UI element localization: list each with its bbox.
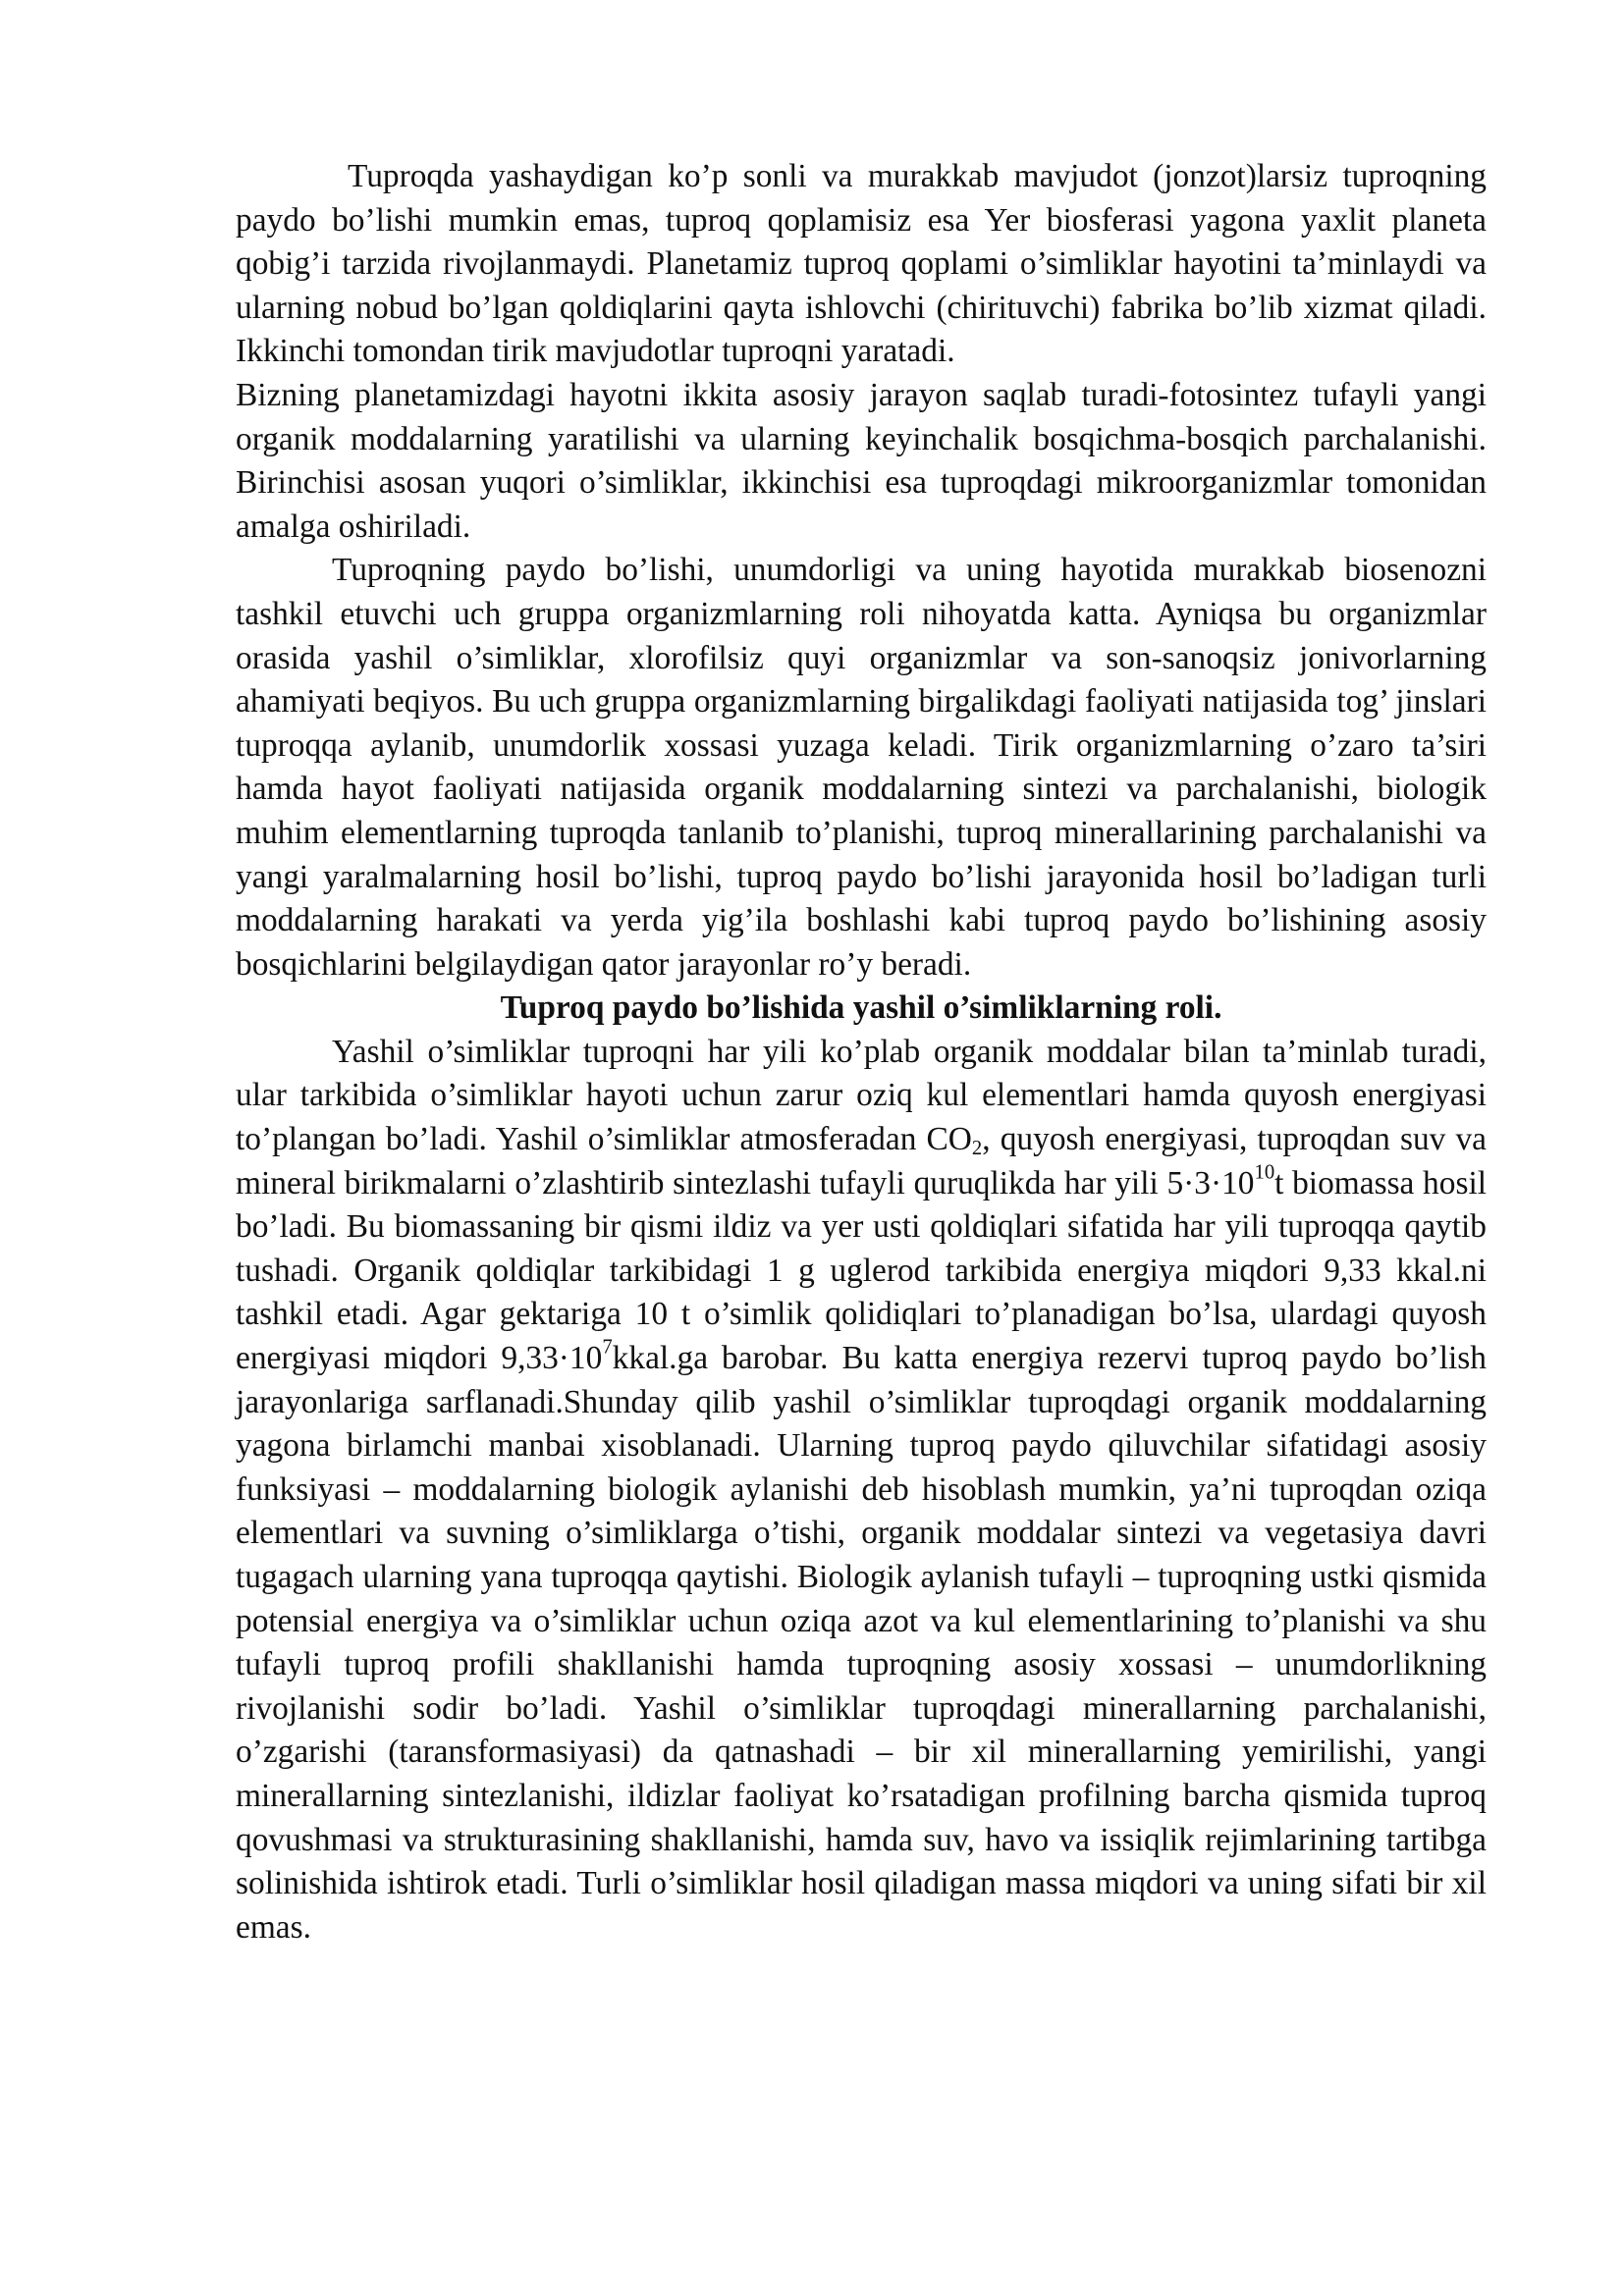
paragraph-intro: Tuproqda yashaydigan ko’p sonli va murakkab mavjudot (jonzot)larsiz tuproqning paydo bo’lishi mumkin emas, tuproq qoplamisiz esa Yer biosferasi yagona yaxlit planeta qobig’i tarzida rivojlanmaydi. Planetamiz tuproq qoplami o’simliklar hayotini ta’minlaydi va ularning nobud bo’lgan qoldiqlarini qayta ishlovchi (chirituvchi) fabrika bo’lib xizmat qiladi. Ikkinchi tomondan tirik mavjudotlar tuproqni yaratadi. xyxy=(236,158,1487,370)
paragraph-green-plants xyxy=(236,1031,1487,1949)
text-run: t biomassa hosil bo’ladi. Bu biomassaning bir qismi ildiz va yer usti qoldiqlari sifatida har yili tuproqqa qaytib tushadi. Organik qoldiqlar tarkibidagi 1 g uglerod tarkibida energiya miqdori 9,33 kkal.ni tashkil etadi. Agar gektariga 10 t o’simlik qolidiqlari to’planadigan bo’lsa, ulardagi quyosh energiyasi miqdori 9,33·10 xyxy=(236,1164,1487,1377)
section-heading: Tuproq paydo bo’lishida yashil o’simliklarning roli. xyxy=(500,989,1222,1027)
text-run: , quyosh energiyasi, tuproqdan suv va mineral birikmalarni o’zlashtirib sintezlashi tufayli quruqlikda har yili 5·3·10 xyxy=(236,1121,1487,1201)
superscript: 7 xyxy=(602,1336,613,1359)
document-page xyxy=(236,155,1487,1949)
paragraph-organism-groups: Tuproqning paydo bo’lishi, unumdorligi va uning hayotida murakkab biosenozni tashkil etuvchi uch gruppa organizmlarning roli nihoyatda katta. Ayniqsa bu organizmlar orasida yashil o’simliklar, xlorofilsiz quyi organizmlar va son-sanoqsiz jonivorlarning ahamiyati beqiyos. Bu uch gruppa organizmlarning birgalikdagi faoliyati natijasida tog’ jinslari tuproqqa aylanib, unumdorlik xossasi yuzaga keladi. Tirik organizmlarning o’zaro ta’siri hamda hayot faoliyati natijasida organik moddalarning sintezi va parchalanishi, biologik muhim elementlarning tuproqda tanlanib to’planishi, tuproq minerallarining parchalanishi va yangi yaralmalarning hosil bo’lishi, tuproq paydo bo’lishi jarayonida hosil bo’ladigan turli moddalarning harakati va yerda yig’ila boshlashi kabi tuproq paydo bo’lishining asosiy bosqichlarini belgilaydigan qator jarayonlar ro’y beradi. xyxy=(236,552,1487,983)
subscript: 2 xyxy=(971,1138,983,1160)
superscript: 10 xyxy=(1254,1161,1275,1184)
paragraph-life-processes: Bizning planetamizdagi hayotni ikkita asosiy jarayon saqlab turadi-fotosintez tufayli yangi organik moddalarning yaratilishi va ularning keyinchalik bosqichma-bosqich parchalanishi. Birinchisi asosan yuqori o’simliklar, ikkinchisi esa tuproqdagi mikroorganizmlar tomonidan amalga oshiriladi. xyxy=(236,376,1487,545)
text-run: kkal.ga barobar. Bu katta energiya rezervi tuproq paydo bo’lish jarayonlariga sarflanadi.Shunday qilib yashil o’simliklar tuproqdagi organik moddalarning yagona birlamchi manbai xisoblanadi. Ularning tuproq paydo qiluvchilar sifatidagi asosiy funksiyasi – moddalarning biologik aylanishi deb hisoblash mumkin, ya’ni tuproqdan oziqa elementlari va suvning o’simliklarga o’tishi, organik moddalar sintezi va vegetasiya davri tugagach ularning yana tuproqqa qaytishi. Biologik aylanish tufayli – tuproqning ustki qismida potensial energiya va o’simliklar uchun oziqa azot va kul elementlarining to’planishi va shu tufayli tuproq profili shakllanishi hamda tuproqning asosiy xossasi – unumdorlikning rivojlanishi sodir bo’ladi. Yashil o’simliklar tuproqdagi minerallarning parchalanishi, o’zgarishi (taransformasiyasi) da qatnashadi – bir xil minerallarning yemirilishi, yangi minerallarning sintezlanishi, ildizlar faoliyat ko’rsatadigan profilning barcha qismida tuproq qovushmasi va strukturasining shakllanishi, hamda suv, havo va issiqlik rejimlarining tartibga solinishida ishtirok etadi. Turli o’simliklar hosil qiladigan massa miqdori va uning sifati bir xil emas. xyxy=(236,1340,1488,1946)
text-run: Yashil o’simliklar tuproqni har yili ko’plab organik moddalar bilan ta’minlab turadi, ular tarkibida o’simliklar hayoti uchun zarur oziq kul elementlari hamda quyosh energiyasi to’plangan bo’ladi. Yashil o’simliklar atmosferadan CO xyxy=(236,1033,1487,1158)
